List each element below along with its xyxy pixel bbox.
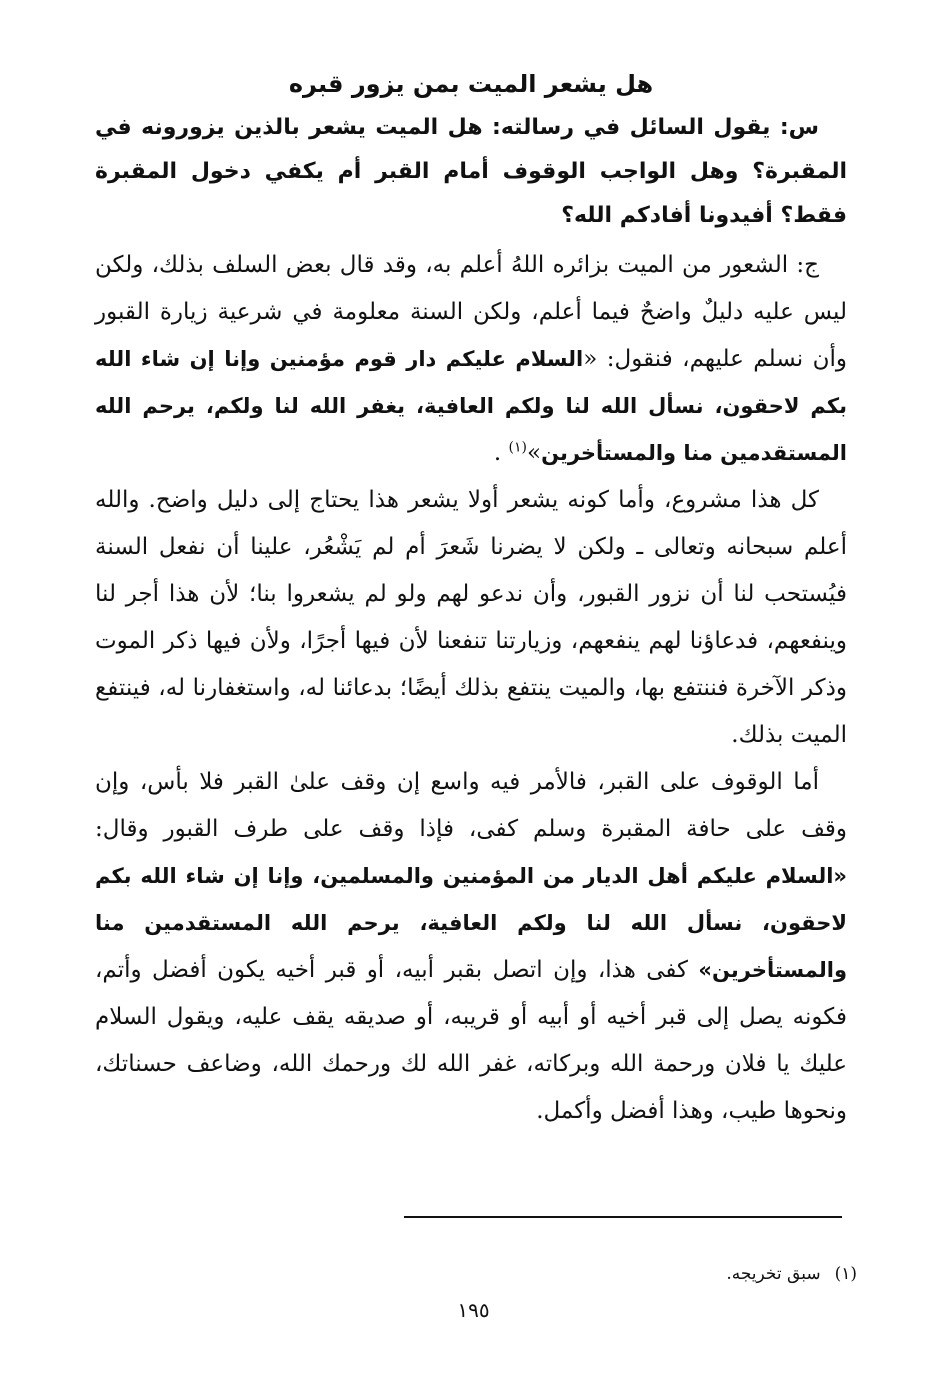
footnote-divider <box>404 1216 842 1218</box>
paragraph-end-mark: . <box>493 440 509 466</box>
greeting-quote: السلام عليكم دار قوم مؤمنين وإنا إن شاء الله بكم لاحقون، نسأل الله لنا ولكم العافية، يغفر الله لنا ولكم، يرحم الله المستقدمين منا والمستأخرين <box>95 347 847 465</box>
greeting-quote-2: «السلام عليكم أهل الديار من المؤمنين والمسلمين، وإنا إن شاء الله بكم لاحقون، نسأل الله لنا ولكم العافية، يرحم الله المستقدمين منا والمستأخرين» <box>95 864 847 982</box>
footnote-text: سبق تخريجه. <box>726 1264 821 1284</box>
footnote-number: (١) <box>834 1264 857 1284</box>
answer-paragraph-2: كل هذا مشروع، وأما كونه يشعر أولا يشعر هذا يحتاج إلى دليل واضح. والله أعلم سبحانه وتعالى ـ ولكن لا يضرنا شَعرَ أم لم يَشْعُر، علينا أن نفعل السنة فيُستحب لنا أن نزور القبور، وأن ندعو لهم ولو لم يشعروا بنا؛ لأن هذا أجر لنا وينفعهم، فدعاؤنا لهم ينفعهم، وزيارتنا تنفعنا لأن فيها أجرًا، ولأن فيها ذكر الموت وذكر الآخرة فننتفع بها، والميت ينتفع بذلك أيضًا؛ بدعائنا له، واستغفارنا له، فينتفع الميت بذلك. <box>95 487 847 748</box>
answer-paragraph-3 <box>95 759 847 1135</box>
quote-close-mark: » <box>526 440 542 466</box>
answer-intro: ج: الشعور من الميت بزائره اللهُ أعلم به، وقد قال بعض السلف بذلك، ولكن ليس عليه دليلٌ واضحٌ فيما أعلم، ولكن السنة معلومة في شرعية زيارة القبور وأن نسلم عليهم، فنقول: « <box>95 252 847 372</box>
page-body <box>95 62 847 1135</box>
page-number: ١٩٥ <box>457 1298 490 1322</box>
standing-rest: كفى هذا، وإن اتصل بقبر أبيه، أو قبر أخيه يكون أفضل وأتم، فكونه يصل إلى قبر أخيه أو أبيه أو قريبه، أو صديقه يقف عليه، ويقول السلام عليك يا فلان ورحمة الله وبركاته، غفر الله لك ورحمك الله، وضاعف حسناتك، ونحوها طيب، وهذا أفضل وأكمل. <box>95 957 847 1124</box>
answer-paragraph-1 <box>95 242 847 477</box>
page-title: هل يشعر الميت بمن يزور قبره <box>288 70 654 98</box>
footnote-reference[interactable]: (١) <box>508 439 527 456</box>
footnote <box>726 1262 857 1286</box>
question-paragraph: س: يقول السائل في رسالته: هل الميت يشعر بالذين يزورونه في المقبرة؟ وهل الواجب الوقوف أمام القبر أم يكفي دخول المقبرة فقط؟ أفيدونا أفادكم الله؟ <box>95 115 847 228</box>
standing-intro: أما الوقوف على القبر، فالأمر فيه واسع إن وقف علىٰ القبر فلا بأس، وإن وقف على حافة المقبرة وسلم كفى، فإذا وقف على طرف القبور وقال: <box>95 769 847 842</box>
